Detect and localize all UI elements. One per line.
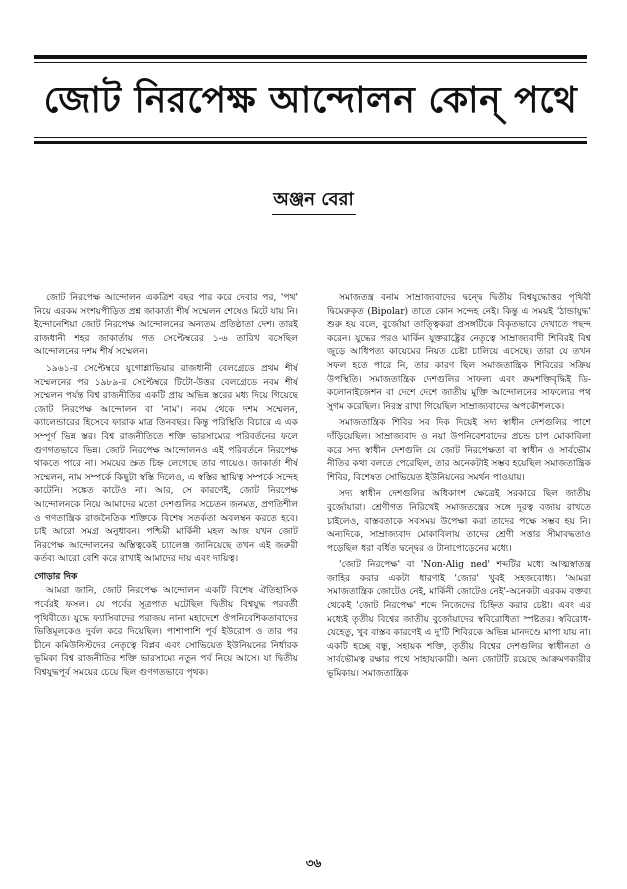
left-column (34, 292, 298, 840)
paragraph: জোট নিরপেক্ষ আন্দোলন একত্রিশ বছর পার করে দেবার পর, 'পথ' নিয়ে এরকম সংশয়পীড়িত প্রশ্ন জাকার্তা শীর্ষ সম্মেলন শেষেও মিটে যায় নি। ইন্দোনেশিয়া জোট নিরপেক্ষ আন্দোলনের অন্যতম প্রতিষ্ঠাতা দেশ। তারই রাজধানী শহর জাকার্তায় গত সেপ্টেম্বরের ১-৬ তারিখ বসেছিল আন্দোলনের দশম শীর্ষ সম্মেলন। (34, 293, 298, 358)
header-rule-bottom-thick (34, 141, 587, 144)
author-underline (272, 214, 356, 215)
right-column (327, 292, 591, 840)
section-subheading: গোড়ার দিক (34, 570, 78, 582)
paragraph: সমাজতন্ত্র বনাম সাম্রাজ্যবাদের দ্বন্দ্বে দ্বিতীয় বিশ্বযুদ্ধোত্তর পৃথিবী দ্বিমেরুকৃত (Bipolar) তাতে কোন সন্দেহ নেই। কিন্তু এ সময়ই 'ঠান্ডাযুদ্ধ' শুরু হয় বলে, বুর্জোয়া তাত্ত্বিকরা প্রসঙ্গটিকে বিকৃতভাবে দেখাতে পছন্দ করেন। যুদ্ধের পরও মার্কিন যুক্তরাষ্ট্রের নেতৃত্বে সাম্রাজ্যবাদী শিবিরই বিশ্ব জুড়ে আধিপত্য কায়েমের নিয়ত চেষ্টা চালিয়ে এসেছে। তারা যে তখন সফল হতে পারে নি, তার কারণ ছিল সমাজতান্ত্রিক শিবিরের সক্রিয় উপস্থিতি। সমাজতান্ত্রিক দেশগুলির সাফল্য এবং ক্রমশক্তিবৃদ্ধিই ডি-কলোনাইজেশন বা দেশে দেশে জাতীয় মুক্তি আন্দোলনের সাফল্যের পথ সুগম করেছিল। নিরস্ত্র রাখা গিয়েছিল সাম্রাজ্যবাদের অপকৌশলকে। (327, 293, 591, 412)
article-author: অঞ্জন বেরা (273, 189, 354, 210)
paragraph: সদ্য স্বাধীন দেশগুলির অধিকাংশ ক্ষেত্রেই সরকারে ছিল জাতীয় বুর্জোয়ারা। শ্রেণীগত নিরিখেই সমাজতন্ত্রের সঙ্গে দূরত্ব বজায় রাখতে চাইলেও, বাস্তবতাকে সবসময় উপেক্ষা করা তাদের পক্ষে সম্ভব হয় নি। অন্যদিকে, সাম্রাজ্যবাদ মোকাবিলায় তাদের শ্রেণী সত্তার সীমাবদ্ধতাও পড়েছিল ধরা বর্ধিত দ্বন্দ্বের ও টানাপোড়েনের মধ্যে। (327, 489, 591, 554)
header-rule-top-thick (34, 55, 587, 59)
paragraph: সমাজতান্ত্রিক শিবির সব দিক দিয়েই সদ্য স্বাধীন দেশগুলির পাশে দাঁড়িয়েছিল। সাম্রাজ্যবাদ ও নয়া উপনিবেশবাদের প্রচন্ড চাপ মোকাবিলা করে সদ্য স্বাধীন দেশগুলি যে জোট নিরপেক্ষতা বা স্বাধীন ও সার্বভৌম নীতির কথা বলতে পেরেছিল, তার অনেকটাই সম্ভব হয়েছিল সমাজতান্ত্রিক শিবির, বিশেষত সোভিয়েত ইউনিয়নের সমর্থন পাওয়ায়। (327, 418, 591, 483)
paragraph: 'জোট নিরপেক্ষ' বা 'Non-Alig ned' শব্দটির মধ্যে আত্মস্বাতন্ত্র জাহির করার একটা ধারণাই 'জোর' খুবই সহজবোধ্য। 'আমরা সমাজতান্ত্রিক জোটেও নেই, মার্কিনী জোটেও নেই'-অনেকটা এরকম বক্তব্য থেকেই 'জোট নিরপেক্ষ' শব্দে নিজেদের চিহ্নিত করার চেষ্টা। এবং এর মধ্যেই তৃতীয় বিশ্বের জাতীয় বুর্জোয়াদের স্ববিরোধিতা স্পষ্টতর। স্ববিরোধ-যেহেতু, খুব বাস্তব কারণেই এ দু'টি শিবিরকে অভিন্ন মানদণ্ডে মাপা যায় না। একটি হচ্ছে বন্ধু, সহায়ক শক্তি, তৃতীয় বিশ্বের দেশগুলির স্বাধীনতা ও সার্বভৌমত্ব রক্ষার পথে সাহায্যকারী। অন্য জোটটি রয়েছে আক্রমণকারীর ভূমিকায়। সমাজতান্ত্রিক (327, 560, 591, 680)
paragraph: আমরা জানি, জোট নিরপেক্ষ আন্দোলন একটি বিশেষ ঐতিহাসিক পর্বেরই ফসল। যে পর্বের সূত্রপাত ঘটেছিল দ্বিতীয় বিশ্বযুদ্ধ পরবর্তী পৃথিবীতে। যুদ্ধে ফ্যাসিবাদের পরাজয় নানা মহাদেশে ঔপনিবেশিকতাবাদের ভিত্তিমূলকেও দুর্বল করে দিয়েছিল। পাশাপাশি পূর্ব ইউরোপ ও তার পর চীনে কমিউনিস্টদের নেতৃত্বে বিপ্লব এবং সোভিয়েত ইউনিয়নের নির্ধারক ভূমিকা বিশ্ব রাজনীতির শক্তি ভারসাম্যে নতুন পর্ব নিয়ে আসে। যা দ্বিতীয় বিশ্বযুদ্ধপূর্ব সময়ের চেয়ে ছিল গুণগতভাবে পৃথক। (34, 586, 298, 679)
header-rule-bottom-thin (34, 137, 587, 138)
paragraph: ১৯৬১-র সেপ্টেম্বরে যুগোশ্লাভিয়ার রাজধানী বেলগ্রেডে প্রথম শীর্ষ সম্মেলনের পর ১৯৮৯-র সেপ্টেম্বরে টিটো-উত্তর বেলগ্রেডে নবম শীর্ষ সম্মেলন পর্যন্ত বিশ্ব রাজনীতির একটি প্রায় অভিন্ন স্তরের মধ্য দিয়ে গিয়েছে জোট নিরপেক্ষ আন্দোলন বা 'নাম'। নবম থেকে দশম সম্মেলন, ক্যালেন্ডারের হিসেবে ফারাক মাত্র তিনবছর। কিন্তু পরিস্থিতি বিচারে এ এক সম্পূর্ণ ভিন্ন স্তর। বিশ্ব রাজনীতিতে শক্তি ভারসাম্যের পরিবর্তনের ফলে গুণগতভাবে ভিন্ন। জোট নিরপেক্ষ আন্দোলনও এই পরিবর্তনে নিরপেক্ষ থাকতে পারে না। সময়ের স্রুত চিহ্ন লেগেছে তার গায়েও। জাকার্তা শীর্ষ সম্মেলন, নাম সম্পর্কে কিছুটা স্বস্তি দিলেও, এ স্বস্তির স্থায়িত্ব সম্পর্কে সন্দেহ কাটেনি। সঙ্কেত কাটেও না। আর, সে কারণেই, জোট নিরপেক্ষ আন্দোলনকে নিয়ে আমাদের মতো দেশগুলির সচেতন জনমত, প্রগতিশীল ও গণতান্ত্রিক রাজনৈতিক শক্তিকে বিশেষ সতর্কতা অবলম্বন করতে হবে। চাই আরো সমগ্র অনুধাবন। পশ্চিমী মার্কিনী মহল আজ যখন জোট নিরপেক্ষ আন্দোলনের অস্তিত্বকেই চ্যালেঞ্জ জানিয়েছে তখন এই জরুরী কর্তব্য আরো বেশি করে রাখাই আমাদের দায় এবং দায়িত্ব। (34, 363, 298, 565)
page-number: ৩৬ (305, 856, 322, 870)
article-title: জোট নিরপেক্ষ আন্দোলন কোন্ পথে (43, 80, 578, 121)
header-rule-top-thin (34, 62, 587, 63)
